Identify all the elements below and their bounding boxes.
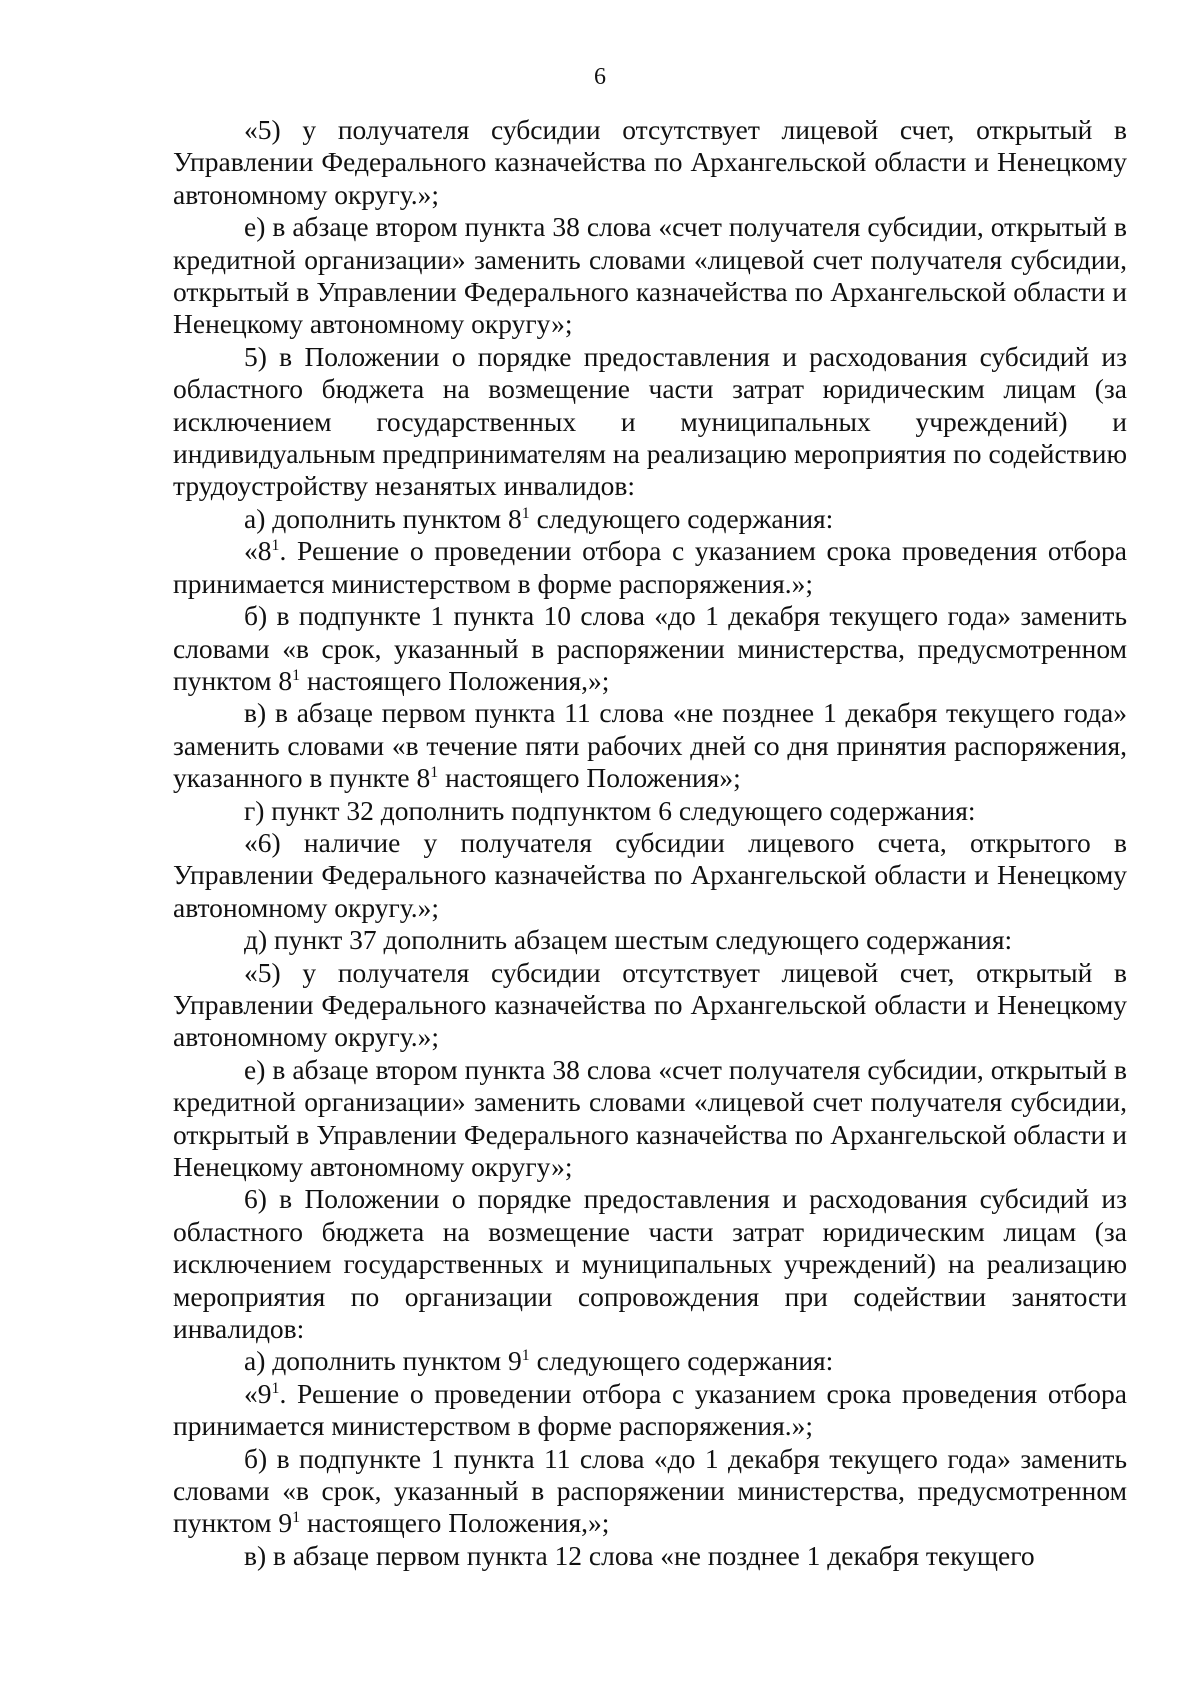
paragraph-text: 5) в Положении о порядке предоставления и расходования субсидий из областного бюджета на возмещение части затрат юридическим лицам (за исключением государственных и муниципальных учреждений) и индивидуальным предпринимателям на реализацию мероприятия по содействию трудоустройству незанятых инвалидов: <box>173 340 1127 502</box>
paragraph-text: «9 <box>244 1377 272 1409</box>
paragraph-text: следующего содержания: <box>529 1345 834 1377</box>
paragraph <box>173 503 1127 535</box>
paragraph <box>173 1345 1127 1377</box>
paragraph <box>173 1540 1127 1572</box>
paragraph <box>173 1443 1127 1540</box>
paragraph <box>173 827 1127 924</box>
paragraph-text: в) в абзаце первом пункта 11 слова «не позднее 1 декабря текущего года» заменить словами «в течение пяти рабочих дней со дня принятия распоряжения, указанного в пункте 8 <box>173 697 1127 794</box>
paragraph-text: . Решение о проведении отбора с указанием срока проведения отбора принимается министерством в форме распоряжения.»; <box>173 535 1127 599</box>
superscript: 1 <box>521 505 530 522</box>
paragraph-text: б) в подпункте 1 пункта 10 слова «до 1 декабря текущего года» заменить словами «в срок, указанный в распоряжении министерства, предусмотренном пунктом 8 <box>173 600 1127 696</box>
paragraph <box>173 1054 1127 1184</box>
paragraph <box>173 924 1127 956</box>
paragraph-text: настоящего Положения,»; <box>300 1507 610 1539</box>
paragraph-text: «5) у получателя субсидии отсутствует лицевой счет, открытый в Управлении Федерального казначейства по Архангельской области и Ненецкому автономному округу.»; <box>173 956 1127 1053</box>
superscript: 1 <box>292 1509 301 1527</box>
paragraph-text: «8 <box>244 535 272 567</box>
superscript: 1 <box>430 764 439 782</box>
paragraph-text: е) в абзаце втором пункта 38 слова «счет получателя субсидии, открытый в кредитной организации» заменить словами «лицевой счет получателя субсидии, открытый в Управлении Федерального казначейства по Архангельской области и Ненецкому автономному округу»; <box>173 211 1127 340</box>
paragraph <box>173 114 1127 211</box>
paragraph <box>173 1183 1127 1345</box>
paragraph-text: в) в абзаце первом пункта 12 слова «не позднее 1 декабря текущего <box>244 1539 1035 1571</box>
superscript: 1 <box>292 667 301 685</box>
paragraph-text: 6) в Положении о порядке предоставления и расходования субсидий из областного бюджета на возмещение части затрат юридическим лицам (за исключением государственных и муниципальных учреждений) на реализацию мероприятия по организации сопровождения при содействии занятости инвалидов: <box>173 1183 1127 1345</box>
paragraph-text: а) дополнить пунктом 8 <box>244 502 522 534</box>
paragraph-text: г) пункт 32 дополнить подпунктом 6 следующего содержания: <box>244 794 976 826</box>
superscript: 1 <box>271 1379 280 1397</box>
document-body <box>173 114 1127 1572</box>
paragraph-text: настоящего Положения»; <box>438 762 741 794</box>
paragraph <box>173 341 1127 503</box>
paragraph-text: «5) у получателя субсидии отсутствует лицевой счет, открытый в Управлении Федерального казначейства по Архангельской области и Ненецкому автономному округу.»; <box>173 114 1127 210</box>
paragraph <box>173 1378 1127 1443</box>
paragraph <box>173 211 1127 341</box>
paragraph-text: «6) наличие у получателя субсидии лицевого счета, открытого в Управлении Федерального казначейства по Архангельской области и Ненецкому автономному округу.»; <box>173 826 1127 923</box>
paragraph-text: а) дополнить пунктом 9 <box>244 1345 522 1377</box>
paragraph <box>173 795 1127 827</box>
superscript: 1 <box>271 537 280 555</box>
paragraph-text: б) в подпункте 1 пункта 11 слова «до 1 декабря текущего года» заменить словами «в срок, указанный в распоряжении министерства, предусмотренном пунктом 9 <box>173 1442 1127 1539</box>
paragraph <box>173 697 1127 794</box>
paragraph-text: е) в абзаце втором пункта 38 слова «счет получателя субсидии, открытый в кредитной организации» заменить словами «лицевой счет получателя субсидии, открытый в Управлении Федерального казначейства по Архангельской области и Ненецкому автономному округу»; <box>173 1053 1127 1182</box>
paragraph-text: настоящего Положения,»; <box>300 664 610 696</box>
paragraph <box>173 600 1127 697</box>
paragraph-text: следующего содержания: <box>529 502 834 534</box>
page-number: 6 <box>594 64 606 90</box>
paragraph <box>173 957 1127 1054</box>
paragraph-text: д) пункт 37 дополнить абзацем шестым следующего содержания: <box>244 924 1013 956</box>
superscript: 1 <box>521 1347 530 1365</box>
paragraph-text: . Решение о проведении отбора с указанием срока проведения отбора принимается министерством в форме распоряжения.»; <box>173 1377 1127 1442</box>
paragraph <box>173 535 1127 600</box>
